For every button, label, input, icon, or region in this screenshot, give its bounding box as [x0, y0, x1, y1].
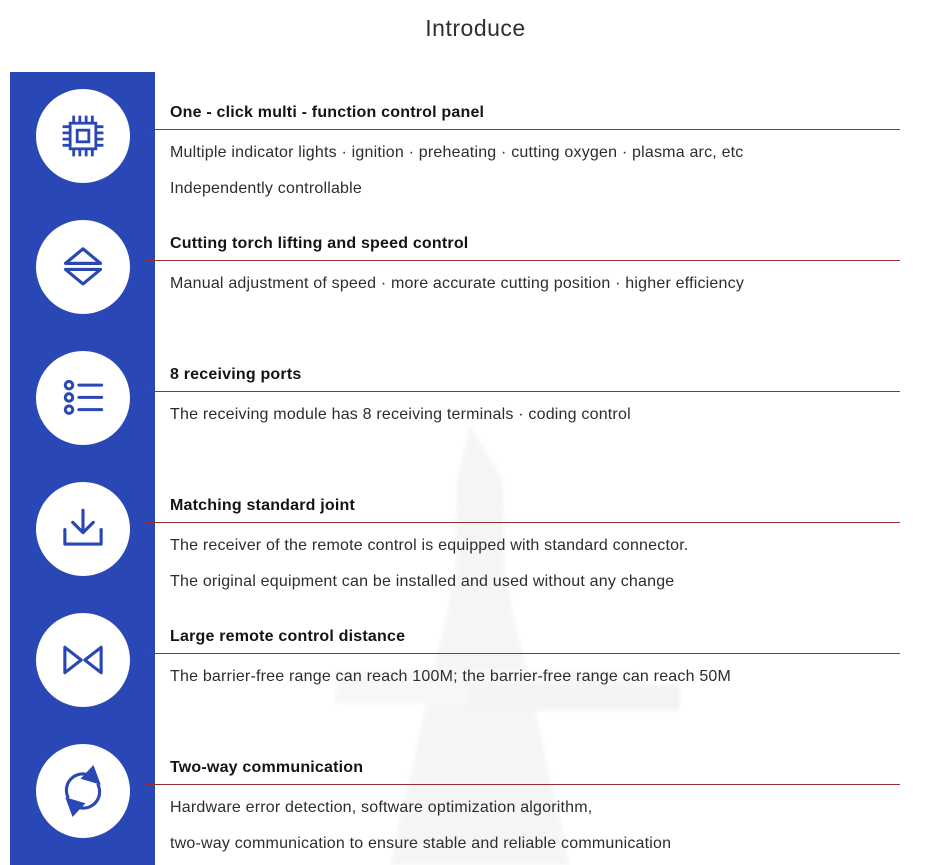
feature-icon-circle — [36, 220, 130, 314]
feature-heading: Matching standard joint — [170, 497, 356, 514]
feature-icon-col — [10, 596, 155, 727]
feature-heading: Large remote control distance — [170, 628, 406, 645]
feature-line: two-way communication to ensure stable and reliable communication — [170, 835, 672, 852]
feature-text — [170, 72, 951, 203]
feature-icon-col — [10, 465, 155, 596]
ports-list-icon — [55, 370, 111, 426]
feature-row — [0, 203, 951, 334]
bowtie-distance-icon — [54, 631, 112, 689]
feature-body — [170, 135, 951, 207]
feature-text — [170, 465, 951, 596]
feature-heading-underline — [145, 104, 900, 130]
feature-line: Multiple indicator lights · ignition · preheating · cutting oxygen · plasma arc, etc — [170, 144, 744, 161]
feature-icon-col — [10, 334, 155, 465]
page-title: Introduce — [425, 15, 526, 41]
feature-line: The original equipment can be installed and used without any change — [170, 573, 675, 590]
feature-line: Manual adjustment of speed · more accurate cutting position · higher efficiency — [170, 275, 745, 292]
feature-heading: Two-way communication — [170, 759, 364, 776]
feature-heading-underline — [145, 759, 900, 785]
feature-text — [170, 203, 951, 334]
feature-heading-underline — [145, 366, 900, 392]
sync-arrows-icon — [54, 762, 112, 820]
feature-line: The barrier-free range can reach 100M; the barrier-free range can reach 50M — [170, 668, 732, 685]
feature-icon-circle — [36, 351, 130, 445]
feature-heading-underline — [145, 497, 900, 523]
feature-text — [170, 596, 951, 727]
download-tray-icon — [54, 500, 112, 558]
feature-icon-col — [10, 72, 155, 203]
feature-heading: Cutting torch lifting and speed control — [170, 235, 469, 252]
feature-text — [170, 334, 951, 465]
feature-body — [170, 266, 951, 302]
feature-heading-underline — [145, 235, 900, 261]
feature-row — [0, 596, 951, 727]
feature-line: The receiving module has 8 receiving terminals · coding control — [170, 406, 631, 423]
feature-heading: 8 receiving ports — [170, 366, 302, 383]
feature-line: Hardware error detection, software optimization algorithm, — [170, 799, 593, 816]
feature-body — [170, 659, 951, 695]
feature-icon-col — [10, 203, 155, 334]
feature-icon-circle — [36, 613, 130, 707]
feature-row — [0, 465, 951, 596]
feature-body — [170, 397, 951, 433]
feature-icon-col — [10, 727, 155, 865]
feature-icon-circle — [36, 744, 130, 838]
feature-body — [170, 528, 951, 600]
feature-text — [170, 727, 951, 865]
feature-row — [0, 72, 951, 203]
feature-heading-underline — [145, 628, 900, 654]
feature-icon-circle — [36, 482, 130, 576]
feature-line: The receiver of the remote control is equipped with standard connector. — [170, 537, 689, 554]
feature-icon-circle — [36, 89, 130, 183]
features-list — [0, 72, 951, 865]
lift-triangles-icon — [54, 238, 112, 296]
feature-body — [170, 790, 951, 862]
feature-row — [0, 727, 951, 865]
chip-icon — [55, 108, 111, 164]
feature-heading: One - click multi - function control panel — [170, 104, 485, 121]
feature-row — [0, 334, 951, 465]
feature-line: Independently controllable — [170, 180, 363, 197]
